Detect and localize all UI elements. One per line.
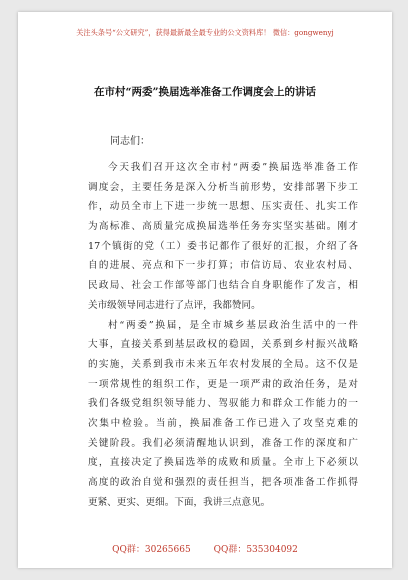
- paragraph-line: 村“两委”换届，是全市城乡基层政治生活中的一件: [108, 319, 358, 331]
- paragraph-line: 今天我们召开这次全市村“两委”换届选举准备工作: [108, 162, 358, 173]
- paragraph-line: 关键阶段。我们必须清醒地认识到，准备工作的深度和广: [88, 437, 358, 449]
- paragraph-line: 一项常规性的组织工作，更是一项严肃的政治任务，是对: [88, 378, 358, 390]
- paragraph-line: 的实施，关系到我市未来五年农村发展的全局。这不仅是: [88, 358, 358, 370]
- paragraph-line: 高度的政治自觉和强烈的责任担当，把各项准备工作抓得: [88, 477, 358, 488]
- paragraph-line: 次集中检验。当前，换届准备工作已进入了攻坚克难的: [88, 417, 358, 429]
- paragraph-line: 17个镇街的党（工）委书记都作了很好的汇报，介绍了各: [88, 240, 358, 252]
- document-body: [88, 158, 358, 512]
- paragraph-line: 为高标准、高质量完成换届选举任务夯实坚实基础。刚才: [88, 221, 358, 233]
- paragraph-line: 度，直接决定了换届选举的成败和质量。全市上下必须以: [88, 457, 358, 469]
- paragraph: [88, 158, 358, 316]
- paragraph-line: 民政局、社会工作部等部门也结合自身职能作了发言，相: [88, 280, 358, 292]
- paragraph-line: 作，动员全市上下进一步统一思想、压实责任、扎实工作: [88, 201, 358, 213]
- paragraph-line: 自的进展、亮点和下一步打算；市信访局、农业农村局、: [88, 260, 358, 272]
- paragraph-line: 大事，直接关系到基层政权的稳固，关系到乡村振兴战略: [88, 339, 358, 351]
- salutation: 同志们：: [110, 136, 150, 147]
- document-page: [18, 12, 392, 568]
- paragraph-line: 关市级领导同志进行了点评，我都赞同。: [88, 299, 261, 311]
- paragraph-line: 调度会，主要任务是深入分析当前形势，安排部署下步工: [88, 181, 358, 193]
- header-promo-note: 关注头条号“公文研究”，获得最新最全最专业的公文资料库！ 微信：gongwenyj: [76, 28, 334, 37]
- paragraph-line: 我们各级党组织领导能力、驾驭能力和群众工作能力的一: [88, 398, 358, 410]
- paragraph: [88, 316, 358, 513]
- footer-qq-groups: QQ群：30265665 QQ群：535304092: [112, 545, 298, 555]
- paragraph-line: 更紧、更实、更细。下面，我讲三点意见。: [88, 496, 271, 508]
- document-title: 在市村“两委”换届选举准备工作调度会上的讲话: [93, 86, 317, 98]
